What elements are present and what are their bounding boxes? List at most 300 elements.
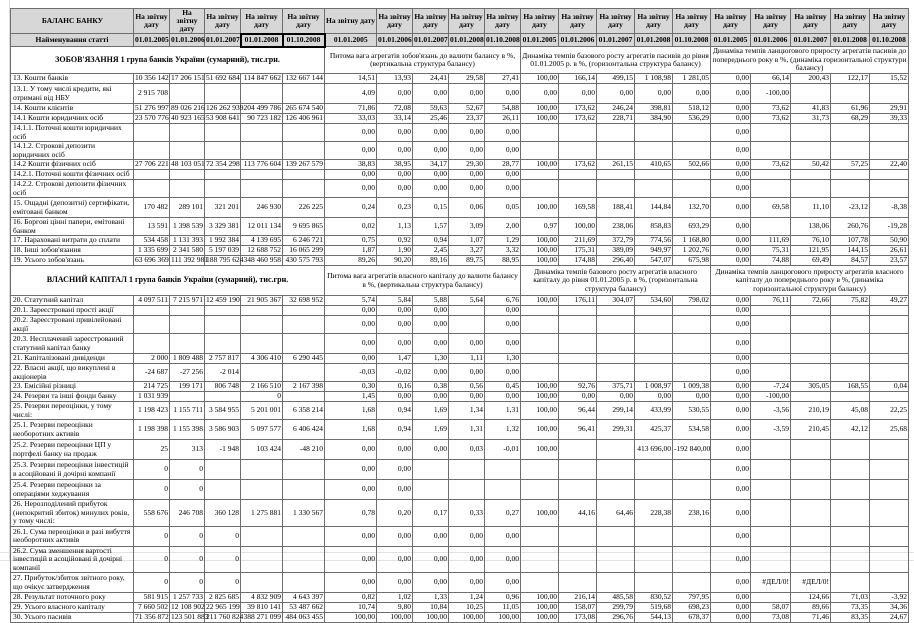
- value-cell[interactable]: 199 171: [170, 382, 205, 392]
- value-cell[interactable]: 169,58: [559, 198, 597, 218]
- value-cell[interactable]: 9 695 865: [283, 218, 325, 236]
- value-cell[interactable]: 188,41: [597, 198, 635, 218]
- value-cell[interactable]: [751, 526, 791, 546]
- value-cell[interactable]: 68,29: [831, 114, 870, 124]
- report-date-header[interactable]: На звітну дату: [205, 9, 241, 34]
- value-cell[interactable]: 174,88: [559, 256, 597, 266]
- value-cell[interactable]: [134, 306, 170, 316]
- value-cell[interactable]: 100,00: [377, 613, 413, 623]
- value-cell[interactable]: [791, 316, 831, 334]
- date-cell[interactable]: 01.01.2006: [377, 34, 413, 47]
- value-cell[interactable]: 226 225: [283, 198, 325, 218]
- value-cell[interactable]: 41,83: [791, 104, 831, 114]
- value-cell[interactable]: 73,08: [751, 613, 791, 623]
- report-date-header[interactable]: На звітну дату: [325, 9, 377, 34]
- value-cell[interactable]: [673, 180, 711, 198]
- date-cell[interactable]: 01.01.2008: [241, 34, 283, 47]
- value-cell[interactable]: 299,14: [597, 402, 635, 420]
- value-cell[interactable]: 499,15: [597, 74, 635, 84]
- value-cell[interactable]: 1,47: [377, 354, 413, 364]
- value-cell[interactable]: 144,15: [831, 246, 870, 256]
- value-cell[interactable]: 6,76: [485, 296, 521, 306]
- value-cell[interactable]: 173,62: [559, 104, 597, 114]
- value-cell[interactable]: 1,57: [413, 218, 449, 236]
- value-cell[interactable]: [635, 546, 673, 573]
- value-cell[interactable]: 413 696,00: [635, 440, 673, 460]
- value-cell[interactable]: [831, 84, 870, 104]
- value-cell[interactable]: [283, 364, 325, 382]
- value-cell[interactable]: 0,00: [413, 364, 449, 382]
- value-cell[interactable]: [485, 480, 521, 500]
- value-cell[interactable]: 0,00: [413, 440, 449, 460]
- value-cell[interactable]: 4,09: [325, 84, 377, 104]
- value-cell[interactable]: 1,31: [449, 420, 485, 440]
- value-cell[interactable]: [241, 124, 283, 142]
- value-cell[interactable]: 0,00: [711, 573, 751, 593]
- value-cell[interactable]: 22,25: [870, 402, 909, 420]
- value-cell[interactable]: [521, 460, 559, 480]
- value-cell[interactable]: [673, 334, 711, 354]
- value-cell[interactable]: 10,84: [413, 603, 449, 613]
- value-cell[interactable]: 3,09: [449, 218, 485, 236]
- value-cell[interactable]: [597, 124, 635, 142]
- row-label[interactable]: 28. Результат поточного року: [11, 593, 134, 603]
- value-cell[interactable]: 0,00: [711, 306, 751, 316]
- value-cell[interactable]: 69,49: [791, 256, 831, 266]
- value-cell[interactable]: 100,00: [521, 198, 559, 218]
- value-cell[interactable]: 76,10: [791, 236, 831, 246]
- value-cell[interactable]: 0,00: [377, 180, 413, 198]
- value-cell[interactable]: 0,00: [325, 546, 377, 573]
- value-cell[interactable]: 170 482: [134, 198, 170, 218]
- value-cell[interactable]: 360 128: [205, 500, 241, 527]
- row-label[interactable]: 22. Власні акції, що викуплені в акціонерів: [11, 364, 134, 382]
- value-cell[interactable]: -3,92: [870, 593, 909, 603]
- value-cell[interactable]: 0,00: [485, 526, 521, 546]
- value-cell[interactable]: 5 097 577: [241, 420, 283, 440]
- value-cell[interactable]: 34,17: [413, 160, 449, 170]
- value-cell[interactable]: 1 992 384: [205, 236, 241, 246]
- report-date-header[interactable]: На звітну дату: [751, 9, 791, 34]
- value-cell[interactable]: 0,00: [711, 104, 751, 114]
- date-cell[interactable]: 01.10.2008: [673, 34, 711, 47]
- value-cell[interactable]: 389,09: [597, 246, 635, 256]
- value-cell[interactable]: 0,00: [413, 170, 449, 180]
- value-cell[interactable]: -0,01: [485, 440, 521, 460]
- date-cell[interactable]: 01.01.2005: [521, 34, 559, 47]
- value-cell[interactable]: 1,69: [413, 402, 449, 420]
- value-cell[interactable]: 24,41: [413, 74, 449, 84]
- value-cell[interactable]: 0,00: [711, 500, 751, 527]
- value-cell[interactable]: 0,00: [485, 334, 521, 354]
- value-cell[interactable]: 6 358 214: [283, 402, 325, 420]
- value-cell[interactable]: 2 915 708: [134, 84, 170, 104]
- value-cell[interactable]: 166,14: [559, 74, 597, 84]
- value-cell[interactable]: 9,80: [377, 603, 413, 613]
- value-cell[interactable]: [559, 526, 597, 546]
- value-cell[interactable]: [791, 142, 831, 160]
- value-cell[interactable]: 0,00: [711, 334, 751, 354]
- value-cell[interactable]: 211,69: [559, 236, 597, 246]
- value-cell[interactable]: 59,63: [413, 104, 449, 114]
- value-cell[interactable]: 0,00: [449, 180, 485, 198]
- value-cell[interactable]: 5,64: [449, 296, 485, 306]
- value-cell[interactable]: 5 197 039: [205, 246, 241, 256]
- value-cell[interactable]: 0,00: [413, 546, 449, 573]
- value-cell[interactable]: 100,00: [521, 392, 559, 402]
- value-cell[interactable]: [870, 306, 909, 316]
- value-cell[interactable]: 122,17: [831, 74, 870, 84]
- value-cell[interactable]: 1,29: [485, 236, 521, 246]
- value-cell[interactable]: 675,98: [673, 256, 711, 266]
- value-cell[interactable]: 581 915: [134, 593, 170, 603]
- value-cell[interactable]: 58,07: [751, 603, 791, 613]
- value-cell[interactable]: 0,00: [485, 316, 521, 334]
- value-cell[interactable]: [831, 480, 870, 500]
- value-cell[interactable]: [791, 500, 831, 527]
- value-cell[interactable]: 29,30: [449, 160, 485, 170]
- value-cell[interactable]: 1 155 711: [170, 402, 205, 420]
- value-cell[interactable]: [751, 170, 791, 180]
- value-cell[interactable]: 48 103 051: [171, 159, 205, 169]
- value-cell[interactable]: [870, 180, 909, 198]
- value-cell[interactable]: [831, 573, 870, 593]
- value-cell[interactable]: 45,08: [831, 402, 870, 420]
- value-cell[interactable]: 31,73: [791, 114, 831, 124]
- value-cell[interactable]: 238,16: [673, 500, 711, 527]
- value-cell[interactable]: [283, 526, 325, 546]
- value-cell[interactable]: 348 460 958: [241, 256, 283, 266]
- value-cell[interactable]: 0,00: [711, 546, 751, 573]
- value-cell[interactable]: 25,46: [413, 114, 449, 124]
- value-cell[interactable]: 0,38: [413, 382, 449, 392]
- value-cell[interactable]: 0,15: [413, 198, 449, 218]
- value-cell[interactable]: 0,00: [325, 526, 377, 546]
- value-cell[interactable]: [831, 334, 870, 354]
- value-cell[interactable]: [635, 170, 673, 180]
- value-cell[interactable]: 534,58: [673, 420, 711, 440]
- value-cell[interactable]: 0,00: [449, 546, 485, 573]
- value-cell[interactable]: 132 667 144: [283, 74, 325, 84]
- value-cell[interactable]: 0,00: [673, 392, 711, 402]
- report-date-header[interactable]: На звітну дату: [597, 9, 635, 34]
- value-cell[interactable]: 313: [170, 440, 205, 460]
- value-cell[interactable]: [449, 460, 485, 480]
- value-cell[interactable]: [170, 316, 205, 334]
- value-cell[interactable]: 1 202,76: [673, 246, 711, 256]
- value-cell[interactable]: 5,88: [413, 296, 449, 306]
- value-cell[interactable]: [597, 142, 635, 160]
- value-cell[interactable]: 113 776 604: [241, 160, 283, 170]
- value-cell[interactable]: [635, 306, 673, 316]
- value-cell[interactable]: 0,00: [711, 170, 751, 180]
- value-cell[interactable]: 92,76: [559, 382, 597, 392]
- report-date-header[interactable]: На звітну дату: [521, 9, 559, 34]
- value-cell[interactable]: [134, 180, 170, 198]
- value-cell[interactable]: [241, 526, 283, 546]
- value-cell[interactable]: 0,00: [325, 306, 377, 316]
- date-cell[interactable]: 01.01.2007: [413, 34, 449, 47]
- value-cell[interactable]: 2,45: [413, 246, 449, 256]
- value-cell[interactable]: [241, 180, 283, 198]
- value-cell[interactable]: [521, 334, 559, 354]
- row-label[interactable]: 20.2. Зареєстровані привілейовані акції: [11, 316, 134, 334]
- value-cell[interactable]: 0,00: [377, 440, 413, 460]
- value-cell[interactable]: 0,00: [485, 170, 521, 180]
- value-cell[interactable]: [635, 573, 673, 593]
- value-cell[interactable]: [597, 316, 635, 334]
- value-cell[interactable]: 5,74: [325, 296, 377, 306]
- value-cell[interactable]: 0,00: [413, 84, 449, 104]
- value-cell[interactable]: 13,93: [377, 74, 413, 84]
- value-cell[interactable]: 2 757 817: [205, 354, 241, 364]
- row-label[interactable]: 14.1.2. Строкові депозити юридичних осіб: [11, 142, 134, 160]
- value-cell[interactable]: [170, 334, 205, 354]
- value-cell[interactable]: [751, 460, 791, 480]
- value-cell[interactable]: 69,58: [751, 198, 791, 218]
- value-cell[interactable]: 204 499 786: [241, 104, 283, 114]
- value-cell[interactable]: 0,00: [377, 334, 413, 354]
- value-cell[interactable]: 0,00: [711, 218, 751, 236]
- value-cell[interactable]: 0,00: [377, 392, 413, 402]
- value-cell[interactable]: [413, 460, 449, 480]
- value-cell[interactable]: [597, 460, 635, 480]
- value-cell[interactable]: 100,00: [521, 296, 559, 306]
- row-label[interactable]: 14. Кошти клієнтів: [11, 104, 134, 114]
- value-cell[interactable]: 74,88: [751, 256, 791, 266]
- value-cell[interactable]: 64,46: [597, 500, 635, 527]
- value-cell[interactable]: 0,00: [449, 526, 485, 546]
- value-cell[interactable]: [791, 354, 831, 364]
- group-header[interactable]: Динаміка темпів ланцюгового приросту агрегатів пасивів до попереднього року в %, (динаміка горизонтальної структури балансу): [711, 47, 909, 74]
- value-cell[interactable]: [205, 170, 241, 180]
- value-cell[interactable]: [597, 170, 635, 180]
- value-cell[interactable]: 11,10: [791, 198, 831, 218]
- value-cell[interactable]: 265 674 540: [283, 104, 325, 114]
- row-label[interactable]: 23. Емісійні різниці: [11, 382, 134, 392]
- value-cell[interactable]: 6 290 445: [283, 354, 325, 364]
- value-cell[interactable]: 0,00: [449, 334, 485, 354]
- value-cell[interactable]: -100,00: [751, 392, 791, 402]
- value-cell[interactable]: 296,76: [597, 613, 635, 623]
- value-cell[interactable]: 830,52: [635, 593, 673, 603]
- value-cell[interactable]: 1 131 393: [170, 236, 205, 246]
- value-cell[interactable]: 0,00: [325, 180, 377, 198]
- value-cell[interactable]: [170, 124, 205, 142]
- value-cell[interactable]: [791, 440, 831, 460]
- value-cell[interactable]: [635, 142, 673, 160]
- value-cell[interactable]: [521, 316, 559, 334]
- date-cell[interactable]: 01.10.2008: [283, 34, 325, 47]
- row-label[interactable]: 14.1 Кошти юридичних осіб: [11, 114, 134, 124]
- value-cell[interactable]: [205, 124, 241, 142]
- value-cell[interactable]: 1,68: [325, 402, 377, 420]
- value-cell[interactable]: 0,00: [325, 316, 377, 334]
- value-cell[interactable]: 1,30: [413, 354, 449, 364]
- value-cell[interactable]: 0,00: [711, 354, 751, 364]
- value-cell[interactable]: 0,00: [413, 316, 449, 334]
- value-cell[interactable]: 1 108,98: [635, 74, 673, 84]
- value-cell[interactable]: [791, 84, 831, 104]
- value-cell[interactable]: 0,00: [325, 124, 377, 142]
- value-cell[interactable]: 0,00: [413, 573, 449, 593]
- value-cell[interactable]: 0,00: [413, 124, 449, 142]
- value-cell[interactable]: [791, 306, 831, 316]
- value-cell[interactable]: [791, 546, 831, 573]
- value-cell[interactable]: 246 930: [241, 198, 283, 218]
- row-label[interactable]: 14.2 Кошти фізичних осіб: [11, 160, 134, 170]
- value-cell[interactable]: 173,08: [559, 613, 597, 623]
- value-cell[interactable]: 89,26: [325, 256, 377, 266]
- value-cell[interactable]: 0,00: [485, 124, 521, 142]
- value-cell[interactable]: [134, 170, 170, 180]
- value-cell[interactable]: [559, 440, 597, 460]
- value-cell[interactable]: 0,00: [485, 306, 521, 316]
- value-cell[interactable]: 3 329 381: [205, 218, 241, 236]
- value-cell[interactable]: 1 198 423: [134, 402, 170, 420]
- value-cell[interactable]: 54,88: [485, 104, 521, 114]
- value-cell[interactable]: 90 723 182: [241, 114, 283, 124]
- value-cell[interactable]: 84,57: [831, 256, 870, 266]
- value-cell[interactable]: 0,30: [325, 382, 377, 392]
- value-cell[interactable]: 530,55: [673, 402, 711, 420]
- value-cell[interactable]: 75,31: [751, 246, 791, 256]
- value-cell[interactable]: [521, 180, 559, 198]
- value-cell[interactable]: 0,94: [377, 402, 413, 420]
- value-cell[interactable]: 100,00: [521, 382, 559, 392]
- value-cell[interactable]: [559, 546, 597, 573]
- value-cell[interactable]: 0,00: [635, 392, 673, 402]
- report-date-header[interactable]: На звітну дату: [413, 9, 449, 34]
- value-cell[interactable]: 0: [170, 460, 205, 480]
- value-cell[interactable]: 1,69: [413, 420, 449, 440]
- date-cell[interactable]: 01.01.2007: [205, 34, 241, 47]
- value-cell[interactable]: 0: [241, 392, 283, 402]
- value-cell[interactable]: 73,62: [751, 114, 791, 124]
- value-cell[interactable]: 678,37: [673, 613, 711, 623]
- value-cell[interactable]: 0,00: [325, 460, 377, 480]
- value-cell[interactable]: 518,12: [673, 104, 711, 114]
- value-cell[interactable]: 0,00: [521, 84, 559, 104]
- value-cell[interactable]: [635, 124, 673, 142]
- value-cell[interactable]: [559, 316, 597, 334]
- value-cell[interactable]: 0,00: [325, 334, 377, 354]
- value-cell[interactable]: 0,00: [485, 84, 521, 104]
- value-cell[interactable]: 216,14: [559, 593, 597, 603]
- value-cell[interactable]: 1,90: [377, 246, 413, 256]
- value-cell[interactable]: [673, 364, 711, 382]
- value-cell[interactable]: 0,00: [377, 480, 413, 500]
- value-cell[interactable]: [559, 334, 597, 354]
- value-cell[interactable]: 0,00: [711, 124, 751, 142]
- value-cell[interactable]: 100,00: [485, 613, 521, 623]
- value-cell[interactable]: 2 166 510: [241, 382, 283, 392]
- value-cell[interactable]: 4 139 695: [241, 236, 283, 246]
- value-cell[interactable]: 0,00: [325, 573, 377, 593]
- value-cell[interactable]: 0,03: [449, 440, 485, 460]
- value-cell[interactable]: 949,97: [635, 246, 673, 256]
- value-cell[interactable]: 33,14: [377, 114, 413, 124]
- value-cell[interactable]: -8,38: [870, 198, 909, 218]
- value-cell[interactable]: 0,75: [325, 236, 377, 246]
- value-cell[interactable]: [635, 316, 673, 334]
- value-cell[interactable]: 139 267 579: [283, 160, 325, 170]
- value-cell[interactable]: [673, 546, 711, 573]
- value-cell[interactable]: 51 692 684: [206, 73, 240, 83]
- value-cell[interactable]: 214 725: [134, 382, 170, 392]
- value-cell[interactable]: 0,00: [485, 180, 521, 198]
- value-cell[interactable]: [449, 316, 485, 334]
- value-cell[interactable]: [205, 334, 241, 354]
- value-cell[interactable]: [870, 480, 909, 500]
- value-cell[interactable]: 14,51: [325, 74, 377, 84]
- value-cell[interactable]: 544,13: [635, 613, 673, 623]
- value-cell[interactable]: 121,95: [791, 246, 831, 256]
- value-cell[interactable]: 4 643 397: [283, 593, 325, 603]
- value-cell[interactable]: [791, 526, 831, 546]
- value-cell[interactable]: [241, 306, 283, 316]
- value-cell[interactable]: 0: [205, 546, 241, 573]
- value-cell[interactable]: [241, 364, 283, 382]
- value-cell[interactable]: [559, 170, 597, 180]
- value-cell[interactable]: [521, 364, 559, 382]
- value-cell[interactable]: 3,32: [485, 246, 521, 256]
- value-cell[interactable]: 0,17: [413, 500, 449, 527]
- value-cell[interactable]: [831, 526, 870, 546]
- date-cell[interactable]: 01.10.2008: [485, 34, 521, 47]
- value-cell[interactable]: 0,00: [413, 180, 449, 198]
- value-cell[interactable]: [597, 334, 635, 354]
- value-cell[interactable]: [521, 170, 559, 180]
- value-cell[interactable]: 0,24: [325, 198, 377, 218]
- value-cell[interactable]: [134, 142, 170, 160]
- value-cell[interactable]: 299,31: [597, 420, 635, 440]
- value-cell[interactable]: 305,05: [791, 382, 831, 392]
- value-cell[interactable]: 534,60: [635, 296, 673, 306]
- value-cell[interactable]: 13 591: [134, 218, 170, 236]
- value-cell[interactable]: [241, 170, 283, 180]
- value-cell[interactable]: 22,40: [870, 160, 909, 170]
- value-cell[interactable]: [283, 480, 325, 500]
- value-cell[interactable]: 0,00: [449, 573, 485, 593]
- value-cell[interactable]: 0,82: [325, 593, 377, 603]
- row-label[interactable]: 26. Нерозподілений прибуток (непокритий збиток) минулих років, у тому числі:: [11, 500, 134, 527]
- value-cell[interactable]: 5 201 001: [241, 402, 283, 420]
- value-cell[interactable]: [831, 354, 870, 364]
- value-cell[interactable]: 238,06: [597, 218, 635, 236]
- value-cell[interactable]: 0,97: [521, 218, 559, 236]
- value-cell[interactable]: [870, 364, 909, 382]
- value-cell[interactable]: 138,06: [791, 218, 831, 236]
- value-cell[interactable]: 0,00: [711, 142, 751, 160]
- value-cell[interactable]: [283, 316, 325, 334]
- value-cell[interactable]: 388 271 099: [241, 613, 283, 623]
- value-cell[interactable]: 22 965 199: [206, 602, 240, 612]
- value-cell[interactable]: [870, 84, 909, 104]
- value-cell[interactable]: 83,35: [831, 613, 870, 623]
- value-cell[interactable]: 0,05: [485, 198, 521, 218]
- report-date-header[interactable]: На звітну дату: [711, 9, 751, 34]
- value-cell[interactable]: 12 108 902: [171, 602, 205, 612]
- value-cell[interactable]: [831, 546, 870, 573]
- value-cell[interactable]: 0: [170, 546, 205, 573]
- value-cell[interactable]: 0,00: [559, 84, 597, 104]
- value-cell[interactable]: 89,16: [413, 256, 449, 266]
- value-cell[interactable]: 289 101: [170, 198, 205, 218]
- value-cell[interactable]: 126 262 939: [206, 103, 244, 113]
- row-label[interactable]: 17. Нараховані витрати до сплати: [11, 236, 134, 246]
- value-cell[interactable]: 375,71: [597, 382, 635, 392]
